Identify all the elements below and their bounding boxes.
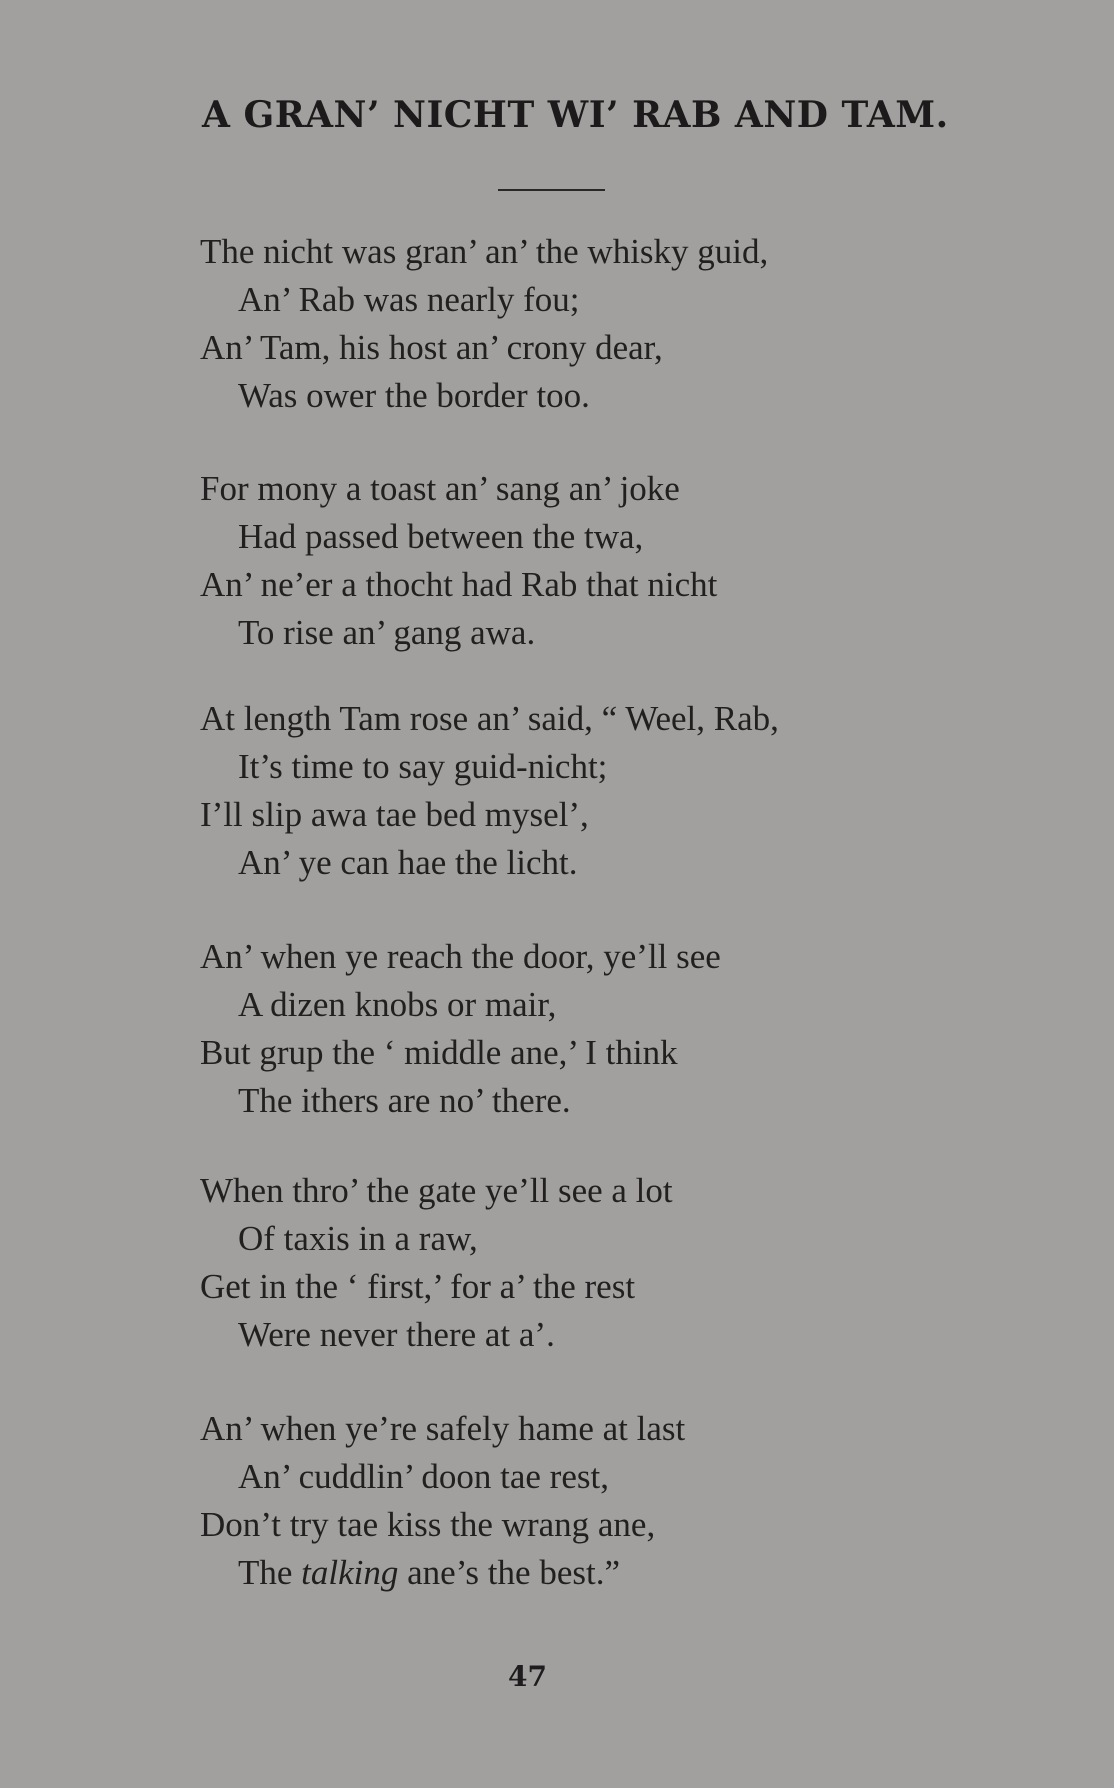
- page-number: 47: [508, 1660, 547, 1693]
- poem-line-final-start: The: [238, 1553, 302, 1592]
- title-divider: [498, 189, 605, 191]
- poem-line: The nicht was gran’ an’ the whisky guid,: [200, 232, 769, 271]
- poem-line: Get in the ‘ first,’ for a’ the rest: [200, 1267, 636, 1306]
- poem-line: The ithers are no’ there.: [238, 1081, 571, 1120]
- poem-line: An’ when ye’re safely hame at last: [200, 1409, 686, 1448]
- poem-line: Was ower the border too.: [238, 376, 590, 415]
- poem-line: An’ cuddlin’ doon tae rest,: [238, 1457, 609, 1496]
- poem-line-final-end: ane’s the best.”: [398, 1553, 620, 1592]
- poem-line-final: [238, 1549, 620, 1597]
- poem-line: For mony a toast an’ sang an’ joke: [200, 469, 680, 508]
- poem-line: But grup the ‘ middle ane,’ I think: [200, 1033, 678, 1072]
- poem-line: Of taxis in a raw,: [238, 1219, 478, 1258]
- poem-line: Had passed between the twa,: [238, 517, 644, 556]
- emphasized-word: talking: [301, 1553, 399, 1592]
- poem-line: An’ Rab was nearly fou;: [238, 280, 580, 319]
- poem-line: An’ ne’er a thocht had Rab that nicht: [200, 565, 718, 604]
- poem-line: It’s time to say guid-nicht;: [238, 747, 608, 786]
- poem-line: At length Tam rose an’ said, “ Weel, Rab,: [200, 699, 779, 738]
- poem-line: An’ ye can hae the licht.: [238, 843, 578, 882]
- poem-title: A GRAN’ NICHT WI’ RAB AND TAM.: [202, 94, 949, 136]
- poem-line: An’ Tam, his host an’ crony dear,: [200, 328, 663, 367]
- poem-line: A dizen knobs or mair,: [238, 985, 557, 1024]
- poem-line: Were never there at a’.: [238, 1315, 555, 1354]
- poem-line: Don’t try tae kiss the wrang ane,: [200, 1505, 656, 1544]
- poem-line: When thro’ the gate ye’ll see a lot: [200, 1171, 673, 1210]
- poem-line: To rise an’ gang awa.: [238, 613, 536, 652]
- poem-line: I’ll slip awa tae bed mysel’,: [200, 795, 589, 834]
- poem-line: An’ when ye reach the door, ye’ll see: [200, 937, 721, 976]
